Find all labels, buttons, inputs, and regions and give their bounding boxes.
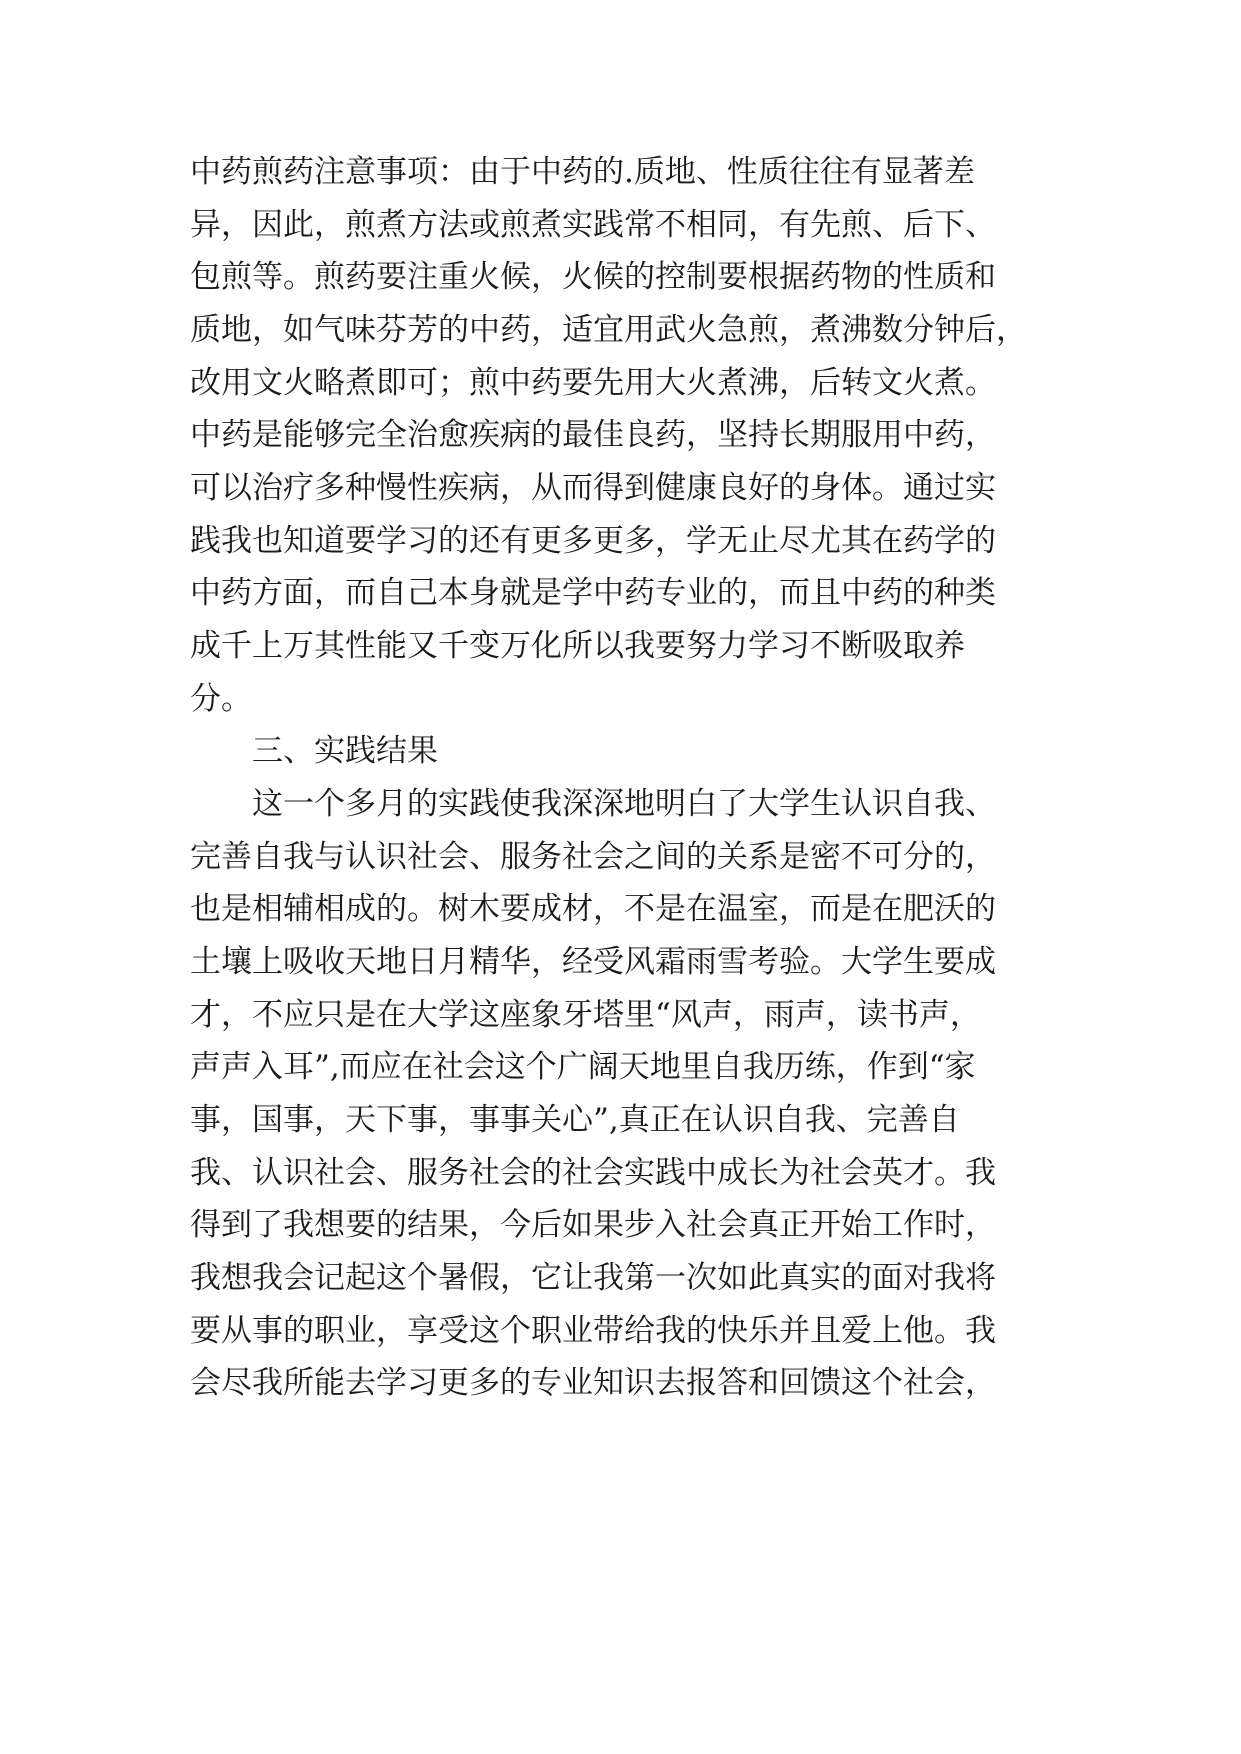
paragraph-2-line: 得到了我想要的结果，今后如果步入社会真正开始工作时，	[190, 1207, 996, 1243]
paragraph-2-line: 事，国事，天下事，事事关心”,真正在认识自我、完善自	[190, 1102, 960, 1138]
paragraph-2-line: 声声入耳”,而应在社会这个广阔天地里自我历练，作到“家	[190, 1049, 976, 1085]
paragraph-1-line: 异，因此，煎煮方法或煎煮实践常不相同，有先煎、后下、	[190, 207, 996, 243]
paragraph-2-line: 我、认识社会、服务社会的社会实践中成长为社会英才。我	[190, 1155, 996, 1191]
paragraph-2-line: 要从事的职业，享受这个职业带给我的快乐并且爱上他。我	[190, 1313, 996, 1349]
paragraph-1-line: 可以治疗多种慢性疾病，从而得到健康良好的身体。通过实	[190, 470, 996, 506]
paragraph-1-line: 分。	[190, 681, 252, 717]
paragraph-1-line: 中药是能够完全治愈疾病的最佳良药，坚持长期服用中药，	[190, 417, 996, 453]
paragraph-1-line: 包煎等。煎药要注重火候，火候的控制要根据药物的性质和	[190, 259, 996, 295]
paragraph-2-line: 这一个多月的实践使我深深地明白了大学生认识自我、	[252, 786, 996, 822]
paragraph-2-line: 土壤上吸收天地日月精华，经受风霜雨雪考验。大学生要成	[190, 944, 996, 980]
paragraph-2-line: 也是相辅相成的。树木要成材，不是在温室，而是在肥沃的	[190, 891, 996, 927]
paragraph-2-line: 才，不应只是在大学这座象牙塔里“风声，雨声，读书声，	[190, 997, 981, 1033]
paragraph-1-line: 改用文火略煮即可；煎中药要先用大火煮沸，后转文火煮。	[190, 365, 996, 401]
paragraph-1-line: 中药煎药注意事项：由于中药的.质地、性质往往有显著差	[190, 154, 975, 190]
paragraph-1-line: 成千上万其性能又千变万化所以我要努力学习不断吸取养	[190, 628, 965, 664]
paragraph-1-line: 中药方面，而自己本身就是学中药专业的，而且中药的种类	[190, 575, 996, 611]
paragraph-2-line: 完善自我与认识社会、服务社会之间的关系是密不可分的，	[190, 839, 996, 875]
paragraph-2-line: 会尽我所能去学习更多的专业知识去报答和回馈这个社会，	[190, 1365, 996, 1401]
paragraph-1-line: 质地，如气味芬芳的中药，适宜用武火急煎，煮沸数分钟后，	[190, 312, 1027, 348]
paragraph-2-line: 我想我会记起这个暑假，它让我第一次如此真实的面对我将	[190, 1260, 996, 1296]
paragraph-1-line: 践我也知道要学习的还有更多更多，学无止尽尤其在药学的	[190, 523, 996, 559]
section-heading: 三、实践结果	[252, 733, 438, 769]
